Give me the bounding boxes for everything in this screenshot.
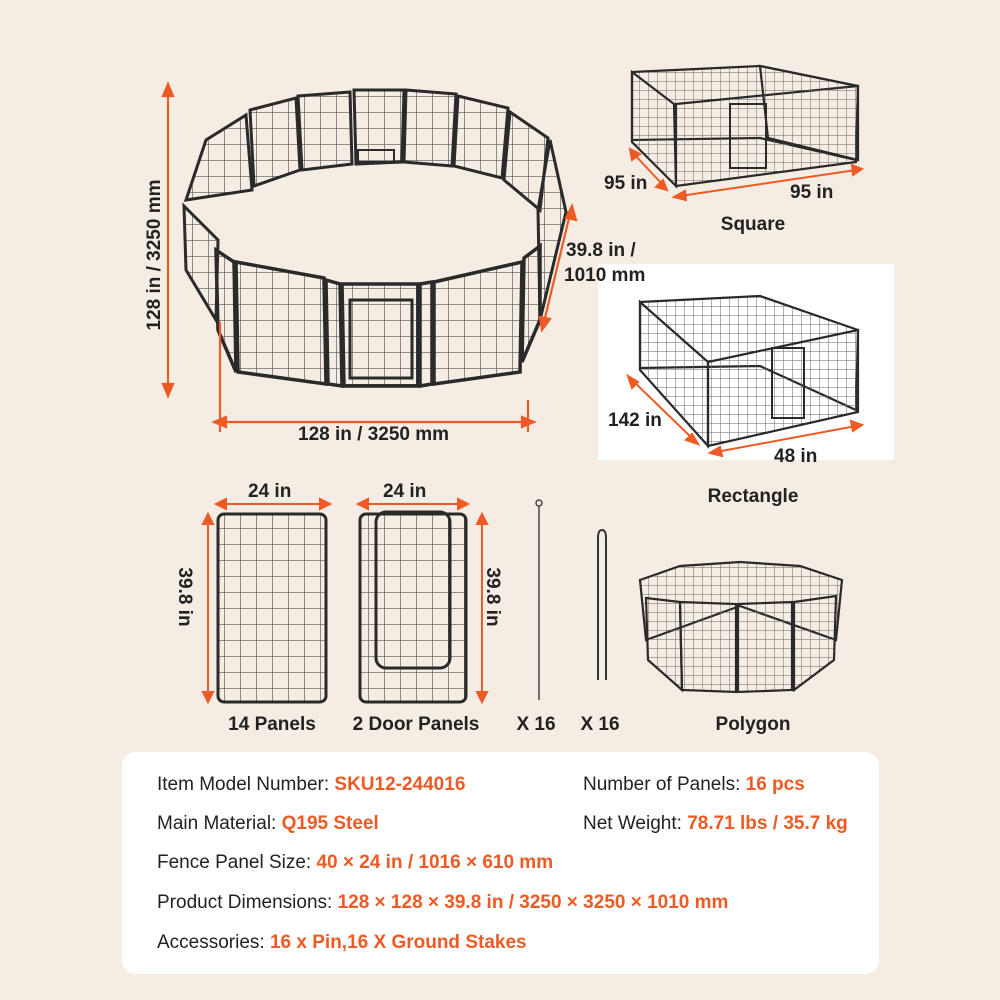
panels-count-label: 14 Panels [228,714,316,735]
pins-count-label: X 16 [516,714,556,735]
door-height-label: 39.8 in [482,567,503,627]
polygon-layout-label: Polygon [715,714,791,735]
spec-panel-size: Fence Panel Size: 40 × 24 in / 1016 × 610 mm [157,852,554,873]
spec-panel-count: Number of Panels: 16 pcs [583,774,805,795]
spec-material: Main Material: Q195 Steel [157,813,379,834]
panel-height-label: 39.8 in [174,567,195,627]
circle-panel-height-label: 39.8 in / [566,240,636,261]
circle-height-label: 128 in / 3250 mm [144,179,165,331]
spec-weight: Net Weight: 78.71 lbs / 35.7 kg [583,813,848,834]
rect-side-a-label: 142 in [608,410,662,431]
spec-card [122,752,879,974]
rect-side-b-label: 48 in [774,446,818,467]
spec-model: Item Model Number: SKU12-244016 [157,774,466,795]
rectangle-layout-label: Rectangle [707,486,799,507]
door-panels-count-label: 2 Door Panels [352,714,480,735]
spec-accessories: Accessories: 16 x Pin,16 X Ground Stakes [157,932,527,953]
circle-panel-height-mm-label: 1010 mm [564,265,646,286]
square-side-a-label: 95 in [604,173,648,194]
panel-width-label: 24 in [248,481,292,502]
stakes-count-label: X 16 [580,714,620,735]
square-layout-label: Square [720,214,786,235]
circle-width-label: 128 in / 3250 mm [298,424,450,445]
door-width-label: 24 in [383,481,427,502]
square-side-b-label: 95 in [790,182,834,203]
spec-dimensions: Product Dimensions: 128 × 128 × 39.8 in / 3250 × 3250 × 1010 mm [157,892,729,913]
